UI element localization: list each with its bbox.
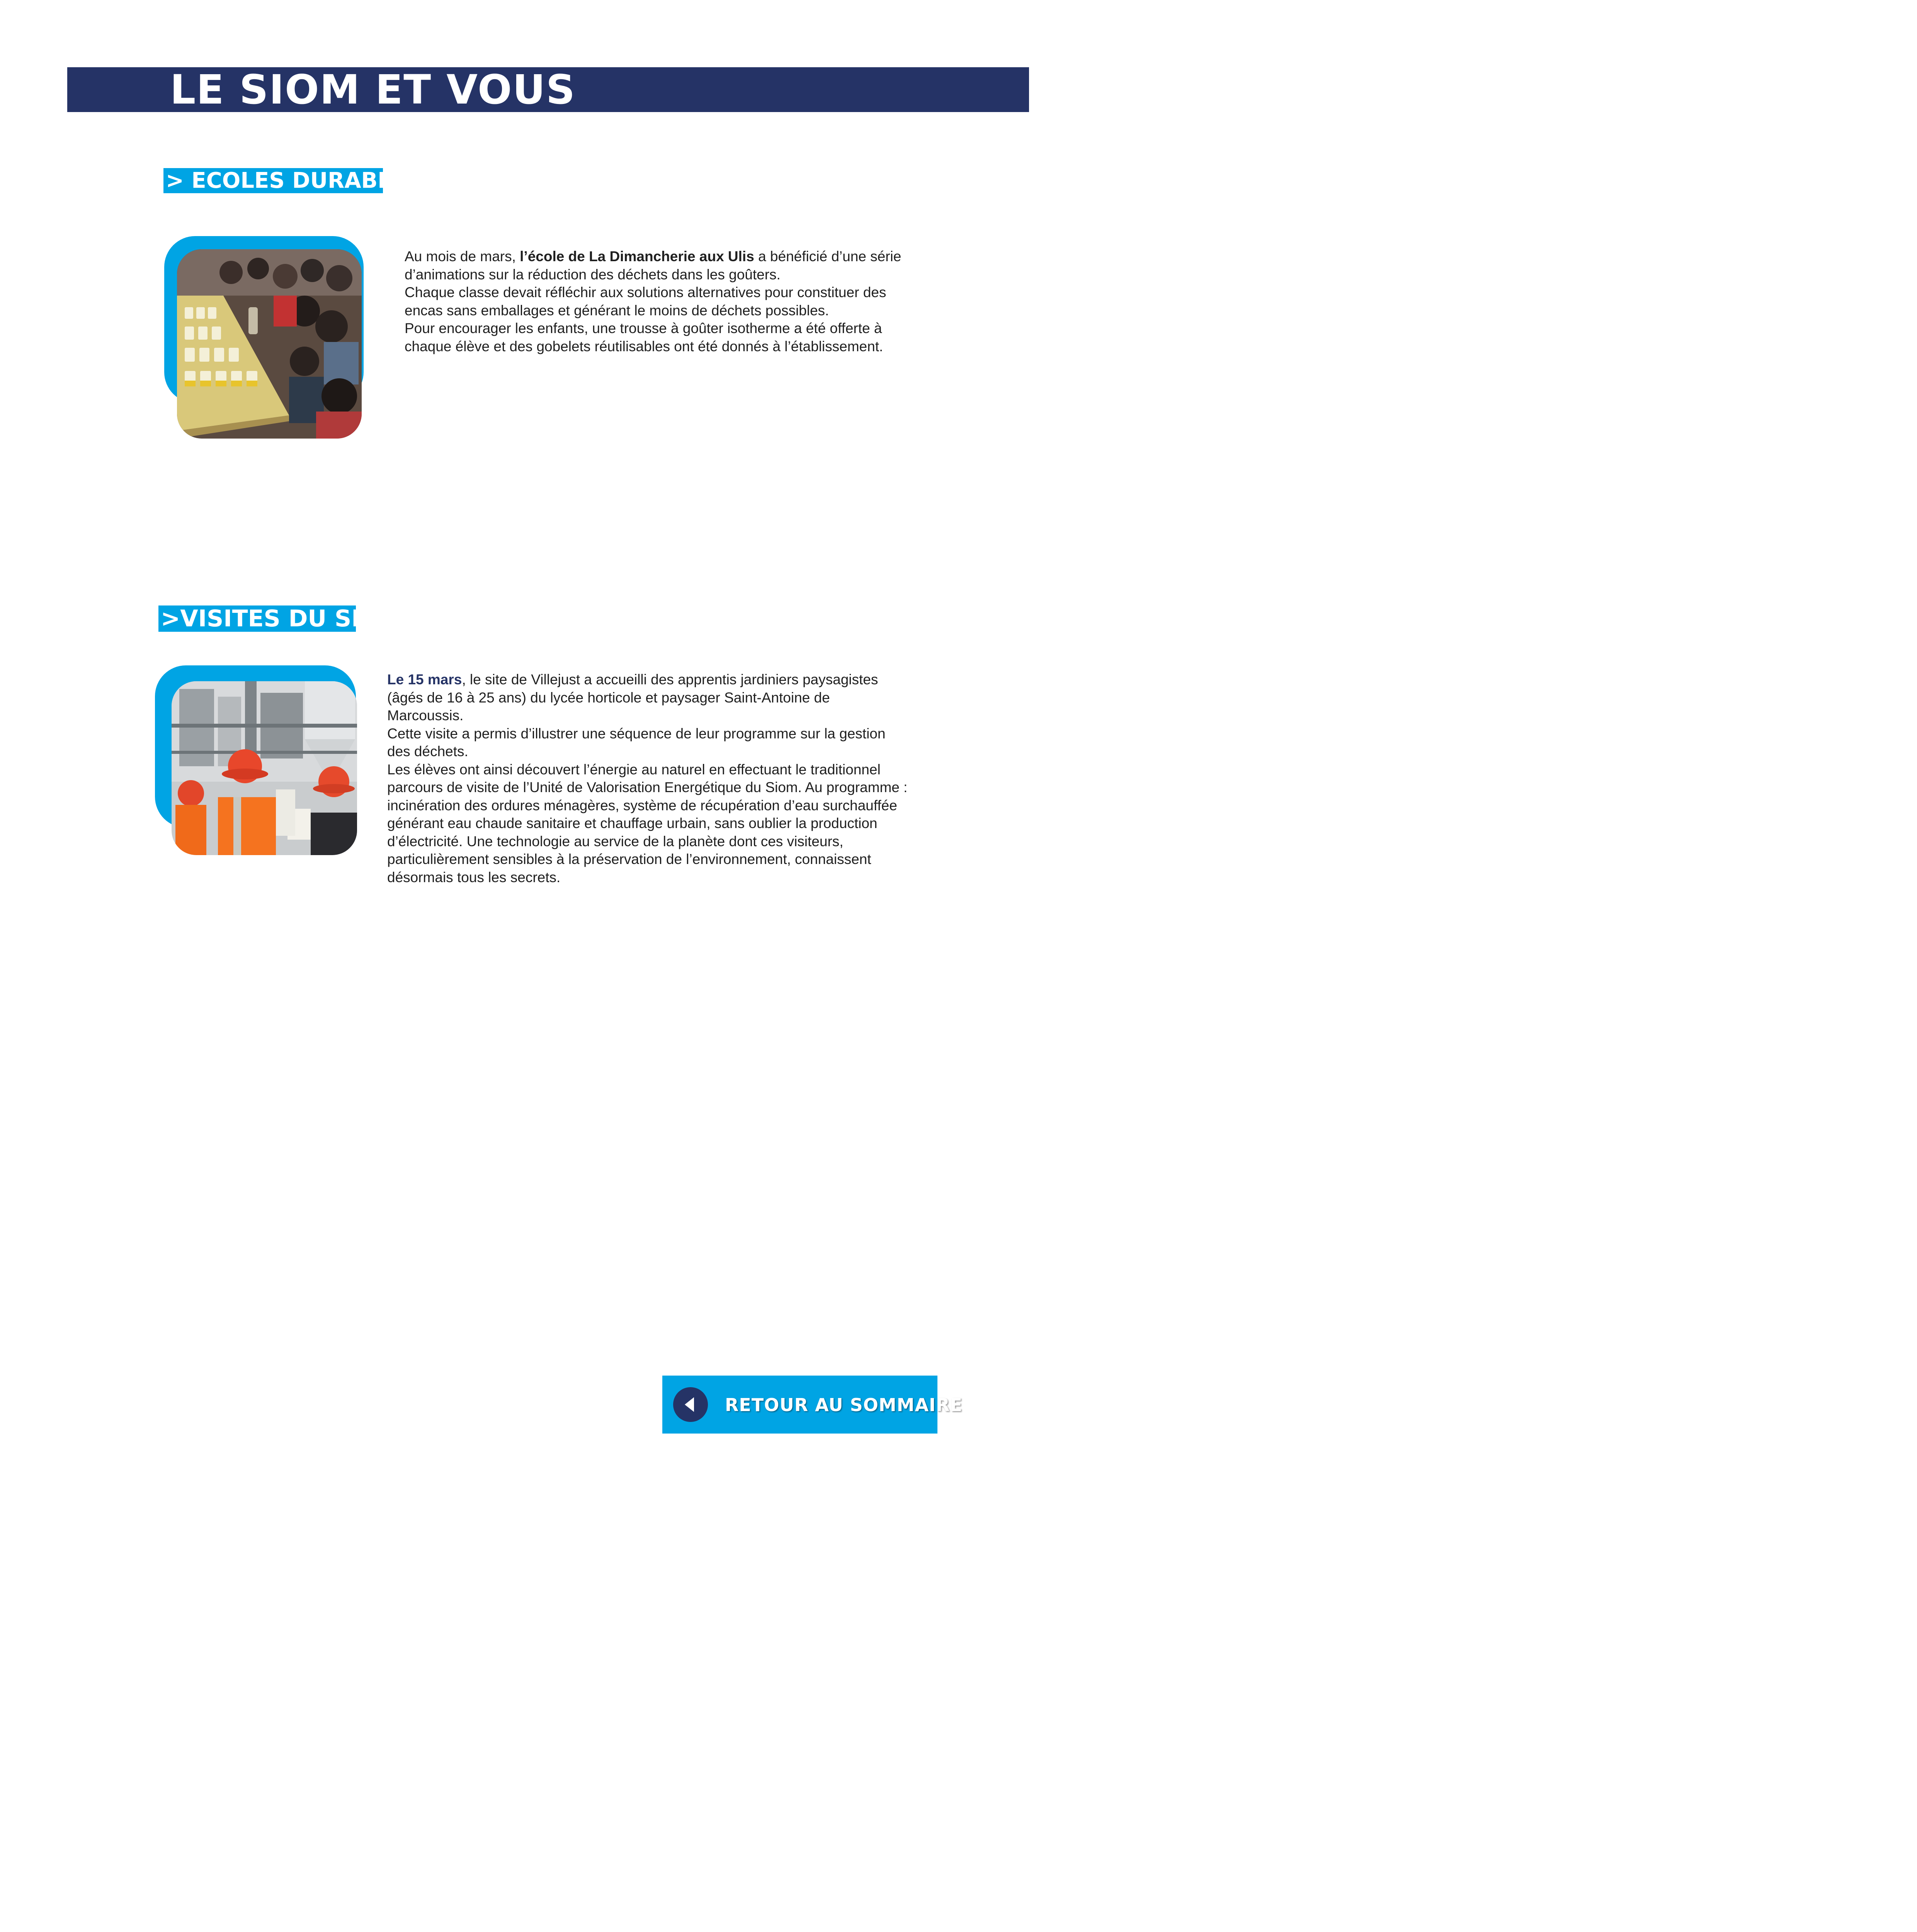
visit-date: Le 15 mars bbox=[387, 672, 462, 687]
page-title: LE SIOM ET VOUS bbox=[170, 66, 576, 113]
site-visit-photo bbox=[172, 681, 357, 855]
text-line: Les élèves ont ainsi découvert l’énergie au naturel en effectuant le traditionnel bbox=[387, 761, 881, 777]
triangle-left-icon[interactable] bbox=[681, 1395, 700, 1414]
text-line: Au mois de mars, l’école de La Dimancherie aux Ulis a bénéficié d’une série bbox=[405, 248, 902, 264]
text-line: (âgés de 16 à 25 ans) du lycée horticole et paysager Saint-Antoine de bbox=[387, 689, 830, 706]
text-line: Marcoussis. bbox=[387, 707, 464, 723]
text-line: désormais tous les secrets. bbox=[387, 869, 561, 885]
text-line: Chaque classe devait réfléchir aux solutions alternatives pour constituer des bbox=[405, 284, 886, 300]
section1-body-text bbox=[405, 248, 946, 355]
text-line: des déchets. bbox=[387, 743, 468, 759]
return-to-summary-label[interactable]: RETOUR AU SOMMAIRE bbox=[725, 1395, 963, 1415]
text-line: Cette visite a permis d’illustrer une séquence de leur programme sur la gestion bbox=[387, 725, 886, 742]
text-line: incinération des ordures ménagères, système de récupération d’eau surchauffée bbox=[387, 797, 897, 813]
text-line: générant eau chaude sanitaire et chauffage urbain, sans oublier la production bbox=[387, 815, 878, 831]
section-heading-ecoles-durables: > ECOLES DURABLES bbox=[163, 168, 383, 193]
section2-body-text bbox=[387, 671, 928, 886]
text-line: Pour encourager les enfants, une trousse à goûter isotherme a été offerte à bbox=[405, 320, 882, 336]
text-line: chaque élève et des gobelets réutilisables ont été donnés à l’établissement. bbox=[405, 338, 883, 354]
text-line: encas sans emballages et générant le moins de déchets possibles. bbox=[405, 302, 829, 318]
text-line: d’animations sur la réduction des déchets dans les goûters. bbox=[405, 266, 781, 282]
text-line: particulièrement sensibles à la préservation de l’environnement, connaissent bbox=[387, 851, 871, 867]
section-heading-visites-du-site: >VISITES DU SITE bbox=[158, 605, 356, 632]
text-line: d’électricité. Une technologie au service de la planète dont ces visiteurs, bbox=[387, 833, 844, 849]
school-name: l’école de La Dimancherie aux Ulis bbox=[520, 248, 754, 264]
text-line: parcours de visite de l’Unité de Valorisation Energétique du Siom. Au programme : bbox=[387, 779, 908, 795]
school-event-photo bbox=[177, 249, 362, 439]
text-line: Le 15 mars, le site de Villejust a accueilli des apprentis jardiniers paysagistes bbox=[387, 672, 878, 687]
